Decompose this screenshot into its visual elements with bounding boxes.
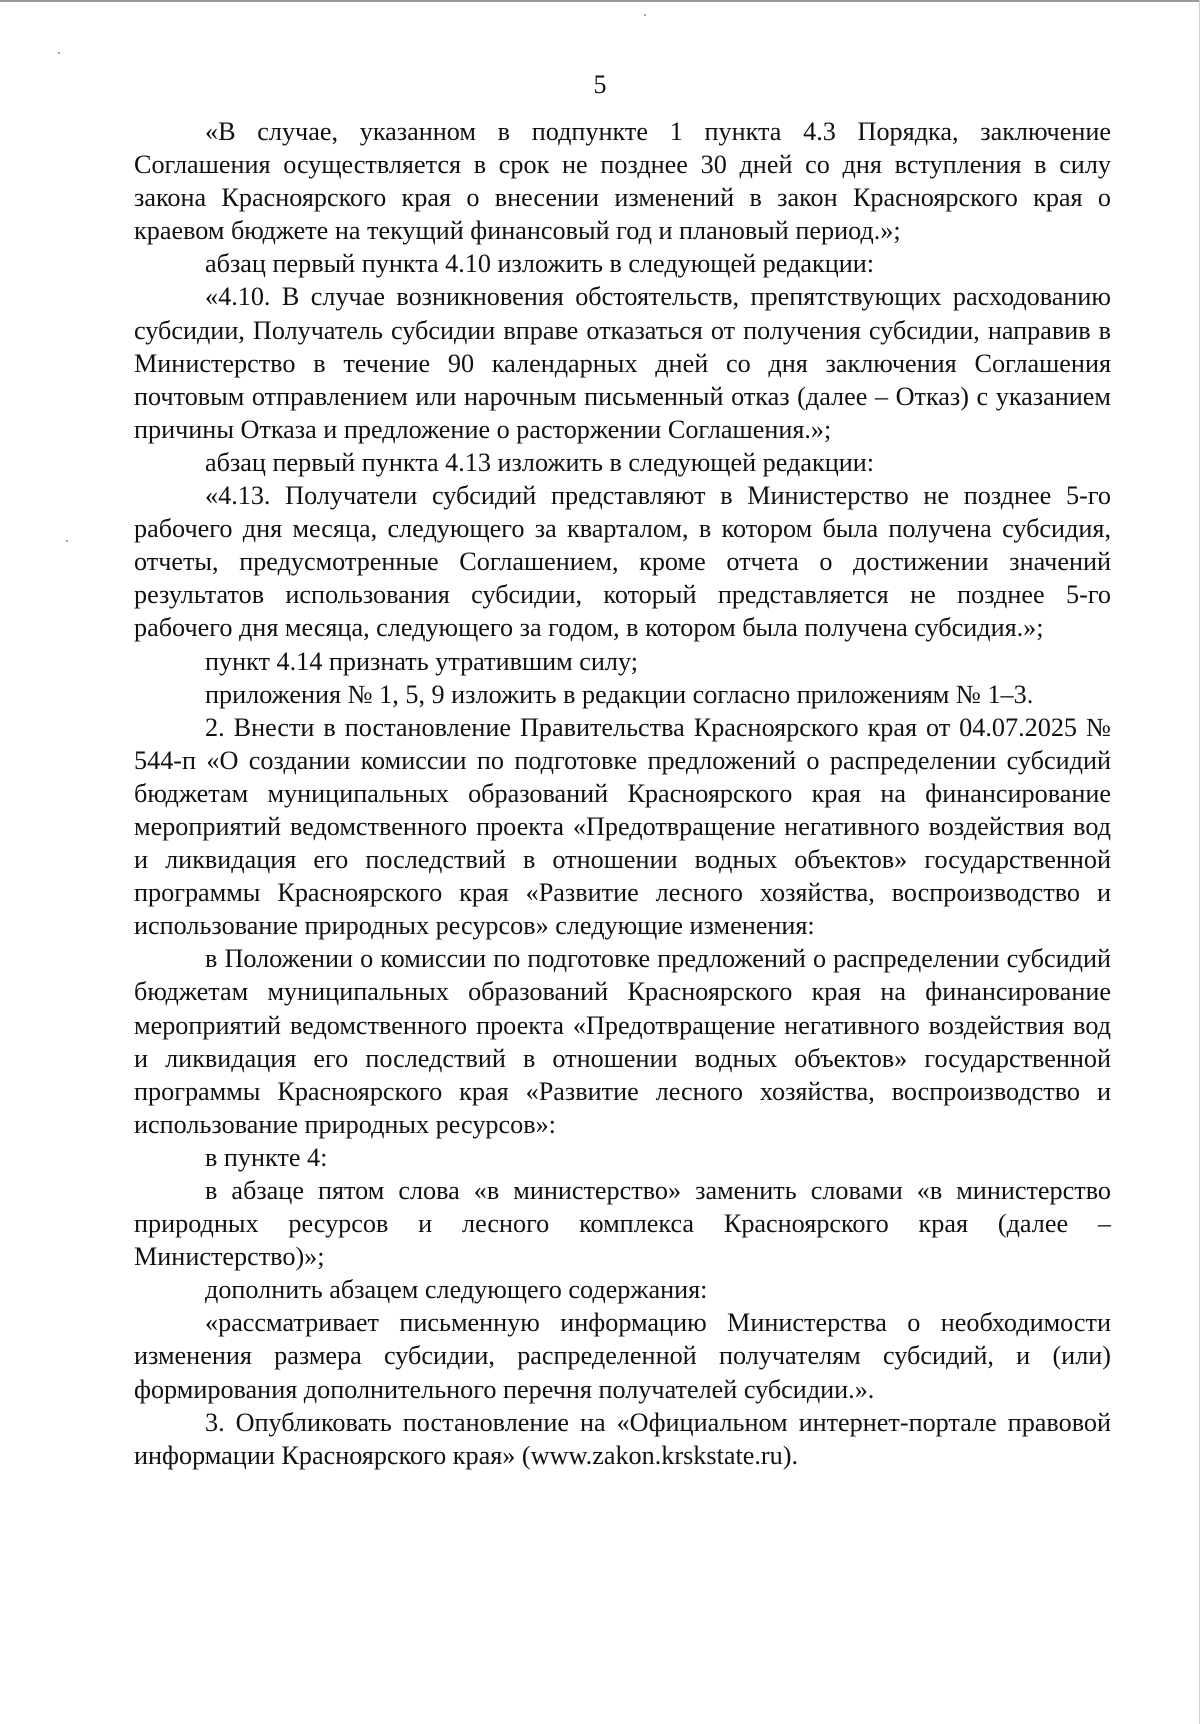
paragraph-point-4: в пункте 4: (205, 1142, 328, 1172)
scan-top-edge (0, 0, 1200, 2)
paragraph-amend-4-10: абзац первый пункта 4.10 изложить в следующей редакции: (205, 249, 875, 279)
paragraph-repeal-4-14: пункт 4.14 признать утратившим силу; (205, 646, 638, 676)
paragraph-item-3-publish: 3. Опубликовать постановление на «Официальном интернет-портале правовой информации Красноярского края» (www.zakon.krskstate.ru). (134, 1407, 1111, 1470)
paragraph-regulation: в Положении о комиссии по подготовке предложений о распределении субсидий бюджетам муниципальных образований Красноярского края на финансирование мероприятий ведомственного проекта «Предотвращение негативного воздействия вод и ликвидация его последствий в отношении водных объектов» государственной программы Красноярского края «Развитие лесного хозяйства, воспроизводство и использование природных ресурсов»: (134, 944, 1111, 1139)
paragraph-amend-4-13: абзац первый пункта 4.13 изложить в следующей редакции: (205, 447, 875, 477)
scan-speck (644, 14, 646, 16)
paragraph-quoted-new-subparagraph: «рассматривает письменную информацию Министерства о необходимости изменения размера субсидии, распределенной получателям субсидий, и (или) формирования дополнительного перечня получателей субсидии.». (134, 1308, 1111, 1404)
page-number: 5 (593, 70, 607, 99)
scan-speck (58, 52, 60, 54)
paragraph-quoted-clause-4-13: «4.13. Получатели субсидий представляют в Министерство не позднее 5-го рабочего дня месяца, следующего за кварталом, в котором была получена субсидия, отчеты, предусмотренные Соглашением, кроме отчета о достижении значений результатов использования субсидии, который представляется не позднее 5-го рабочего дня месяца, следующего за годом, в котором была получена субсидия.»; (134, 481, 1111, 643)
paragraph-quoted-clause-4-3: «В случае, указанном в подпункте 1 пункта 4.3 Порядка, заключение Соглашения осуществляется в срок не позднее 30 дней со дня вступления в силу закона Красноярского края о внесении изменений в закон Красноярского края о краевом бюджете на текущий финансовый год и плановый период.»; (134, 117, 1111, 246)
document-body (134, 115, 1111, 1472)
paragraph-replace-words: в абзаце пятом слова «в министерство» заменить словами «в министерство природных ресурсов и лесного комплекса Красноярского края (далее – Министерство)»; (134, 1176, 1111, 1272)
paragraph-item-2: 2. Внести в постановление Правительства Красноярского края от 04.07.2025 № 544-п «О создании комиссии по подготовке предложений о распределении субсидий бюджетам муниципальных образований Красноярского края на финансирование мероприятий ведомственного проекта «Предотвращение негативного воздействия вод и ликвидация его последствий в отношении водных объектов» государственной программы Красноярского края «Развитие лесного хозяйства, воспроизводство и использование природных ресурсов» следующие изменения: (134, 712, 1111, 941)
paragraph-add-subparagraph: дополнить абзацем следующего содержания: (205, 1275, 708, 1305)
scan-speck (66, 540, 68, 542)
paragraph-quoted-clause-4-10: «4.10. В случае возникновения обстоятельств, препятствующих расходованию субсидии, Получатель субсидии вправе отказаться от получения субсидии, направив в Министерство в течение 90 календарных дней со дня заключения Соглашения почтовым отправлением или нарочным письменный отказ (далее – Отказ) с указанием причины Отказа и предложение о расторжении Соглашения.»; (134, 282, 1111, 444)
paragraph-appendices: приложения № 1, 5, 9 изложить в редакции согласно приложениям № 1–3. (205, 679, 1034, 709)
